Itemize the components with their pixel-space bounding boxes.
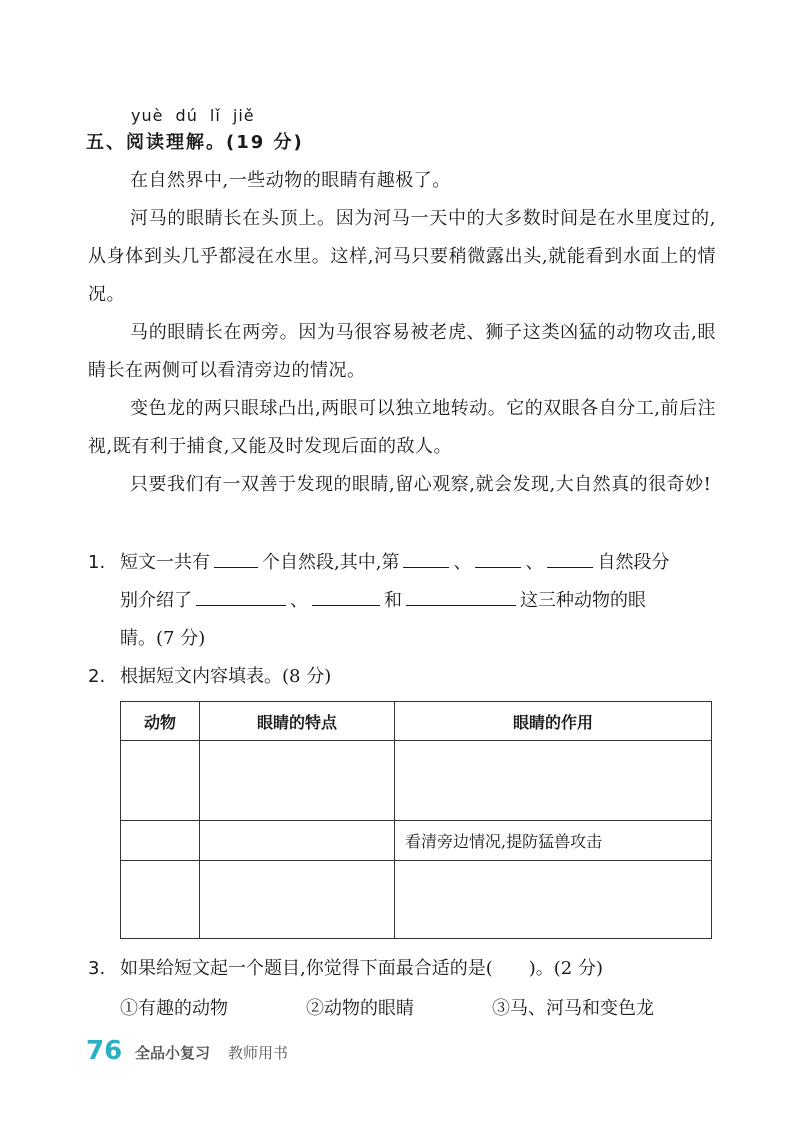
question-1-text-d: 别介绍了 — [120, 590, 192, 611]
option-2[interactable]: ②动物的眼睛 — [306, 998, 414, 1019]
question-2 — [88, 658, 716, 696]
table-cell[interactable] — [121, 821, 200, 861]
table-cell[interactable] — [121, 741, 200, 821]
question-1-text-f: 这三种动物的眼 — [520, 590, 646, 611]
separator: 、 — [525, 552, 544, 573]
blank-animal-3[interactable] — [406, 583, 516, 606]
table-row — [121, 821, 712, 861]
table-cell[interactable] — [121, 861, 200, 939]
option-1[interactable]: ①有趣的动物 — [120, 998, 228, 1019]
question-1-text-b: 个自然段,其中,第 — [262, 552, 400, 573]
blank-paragraph-count[interactable] — [214, 545, 258, 568]
table-cell[interactable] — [395, 741, 712, 821]
question-2-number: 2. — [88, 666, 106, 687]
question-1-number: 1. — [88, 552, 106, 573]
passage-paragraph-5: 只要我们有一双善于发现的眼睛,留心观察,就会发现,大自然真的很奇妙! — [130, 474, 712, 495]
table-cell[interactable] — [200, 861, 395, 939]
option-3[interactable]: ③马、河马和变色龙 — [492, 998, 654, 1019]
question-1 — [88, 544, 716, 658]
table-row — [121, 741, 712, 821]
table-cell[interactable] — [200, 821, 395, 861]
blank-animal-1[interactable] — [196, 583, 286, 606]
question-1-text-c: 自然段分 — [597, 552, 670, 573]
section-title: 五、阅读理解。(19 分) — [86, 132, 304, 153]
footer-brand: 全品小复习 — [135, 1044, 211, 1062]
blank-animal-2[interactable] — [312, 583, 380, 606]
section-pinyin: yuè dú lǐ jiě — [131, 106, 255, 125]
question-3-text: 如果给短文起一个题目,你觉得下面最合适的是( )。(2 分) — [120, 958, 603, 979]
separator: 、 — [290, 590, 308, 611]
table-header-function: 眼睛的作用 — [395, 702, 712, 741]
separator: 、 — [453, 552, 472, 573]
table-cell: 看清旁边情况,提防猛兽攻击 — [395, 821, 712, 861]
table-row — [121, 861, 712, 939]
passage-paragraph-1: 在自然界中,一些动物的眼睛有趣极了。 — [130, 170, 451, 191]
passage-paragraph-4: 变色龙的两只眼球凸出,两眼可以独立地转动。它的双眼各自分工,前后注视,既有利于捕食,又能及时发现后面的敌人。 — [88, 398, 716, 457]
question-3 — [88, 950, 716, 1028]
footer-subtitle: 教师用书 — [228, 1044, 289, 1062]
table-cell[interactable] — [200, 741, 395, 821]
page-number: 76 — [86, 1036, 123, 1066]
question-1-text-g: 睛。(7 分) — [120, 628, 206, 649]
question-1-text-a: 短文一共有 — [120, 552, 210, 573]
question-2-text: 根据短文内容填表。(8 分) — [120, 666, 332, 687]
question-3-number: 3. — [88, 958, 106, 979]
blank-paragraph-b[interactable] — [475, 545, 521, 568]
table-header-animal: 动物 — [121, 702, 200, 741]
passage-paragraph-2: 河马的眼睛长在头顶上。因为河马一天中的大多数时间是在水里度过的,从身体到头几乎都浸在水里。这样,河马只要稍微露出头,就能看到水面上的情况。 — [88, 208, 716, 305]
table-header-feature: 眼睛的特点 — [200, 702, 395, 741]
fill-table — [120, 701, 712, 939]
question-1-text-e: 和 — [384, 590, 402, 611]
table-cell[interactable] — [395, 861, 712, 939]
blank-paragraph-a[interactable] — [403, 545, 449, 568]
blank-paragraph-c[interactable] — [547, 545, 593, 568]
passage-paragraph-3: 马的眼睛长在两旁。因为马很容易被老虎、狮子这类凶猛的动物攻击,眼睛长在两侧可以看清旁边的情况。 — [88, 322, 716, 381]
